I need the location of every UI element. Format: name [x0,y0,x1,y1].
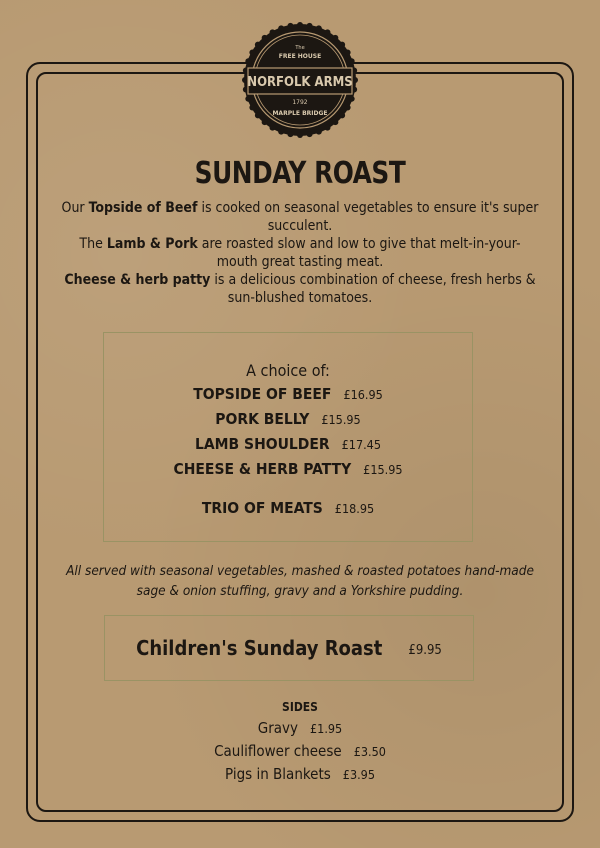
side-name: Pigs in Blankets [225,765,331,783]
norfolk-arms-logo [242,22,358,138]
intro-beef-post: is cooked on seasonal vegetables to ensure it's super succulent. [197,200,539,234]
side-price: £3.50 [353,744,386,759]
intro-lamb-post: are roasted slow and low to give that melt-in-your-mouth great tasting meat. [197,236,521,270]
side-price: £3.95 [342,767,375,782]
side-name: Cauliflower cheese [214,742,342,760]
kids-roast-title: Children's Sunday Roast [136,636,383,660]
header-section [60,150,540,307]
choice-heading: A choice of: [246,361,330,380]
dish-price: £16.95 [343,387,383,402]
dish-price: £17.45 [341,437,381,452]
side-name: Gravy [257,719,299,737]
trio-name: TRIO OF MEATS [201,499,323,517]
logo-small: The [295,45,305,51]
sides-heading: SIDES [282,700,318,714]
sides-section [60,700,540,786]
dish-name: TOPSIDE OF BEEF [193,385,332,403]
dish-name: LAMB SHOULDER [195,435,330,453]
intro-beef [60,199,540,235]
kids-roast-box [104,615,474,681]
intro-patty [60,271,540,307]
intro-patty-bold: Cheese & herb patty [64,272,211,288]
intro-lamb-pork [60,235,540,271]
dish-price: £15.95 [363,462,403,477]
intro-lamb-pre: The [79,236,107,252]
logo-year: 1792 [292,99,308,106]
choice-box [103,332,473,542]
dish-item [104,459,472,480]
dish-item [104,384,472,405]
intro-text [60,199,540,307]
intro-patty-post: is a delicious combination of cheese, fresh herbs & sun-blushed tomatoes. [210,272,536,306]
dish-item [104,409,472,430]
page-title: SUNDAY ROAST [194,156,406,191]
served-with-text: All served with seasonal vegetables, mashed & roasted potatoes hand-made sage & onion stuffing, gravy and a Yorkshire pudding. [66,563,534,599]
dish-name: CHEESE & HERB PATTY [173,460,352,478]
logo-bottom-text: MARPLE BRIDGE [272,110,328,117]
intro-beef-pre: Our [61,200,89,216]
kids-roast-price: £9.95 [408,642,442,658]
side-item [60,740,540,763]
dish-name: PORK BELLY [215,410,310,428]
side-price: £1.95 [310,721,343,736]
side-item [60,717,540,740]
dish-price: £15.95 [321,412,361,427]
trio-price: £18.95 [334,501,375,516]
logo-name: NORFOLK ARMS [247,75,353,90]
trio-item [104,498,472,519]
logo-top-text: FREE HOUSE [278,53,322,60]
intro-beef-bold: Topside of Beef [88,200,198,216]
dish-item [104,434,472,455]
logo-badge [242,22,358,138]
intro-lamb-bold: Lamb & Pork [106,236,198,252]
side-item [60,763,540,786]
